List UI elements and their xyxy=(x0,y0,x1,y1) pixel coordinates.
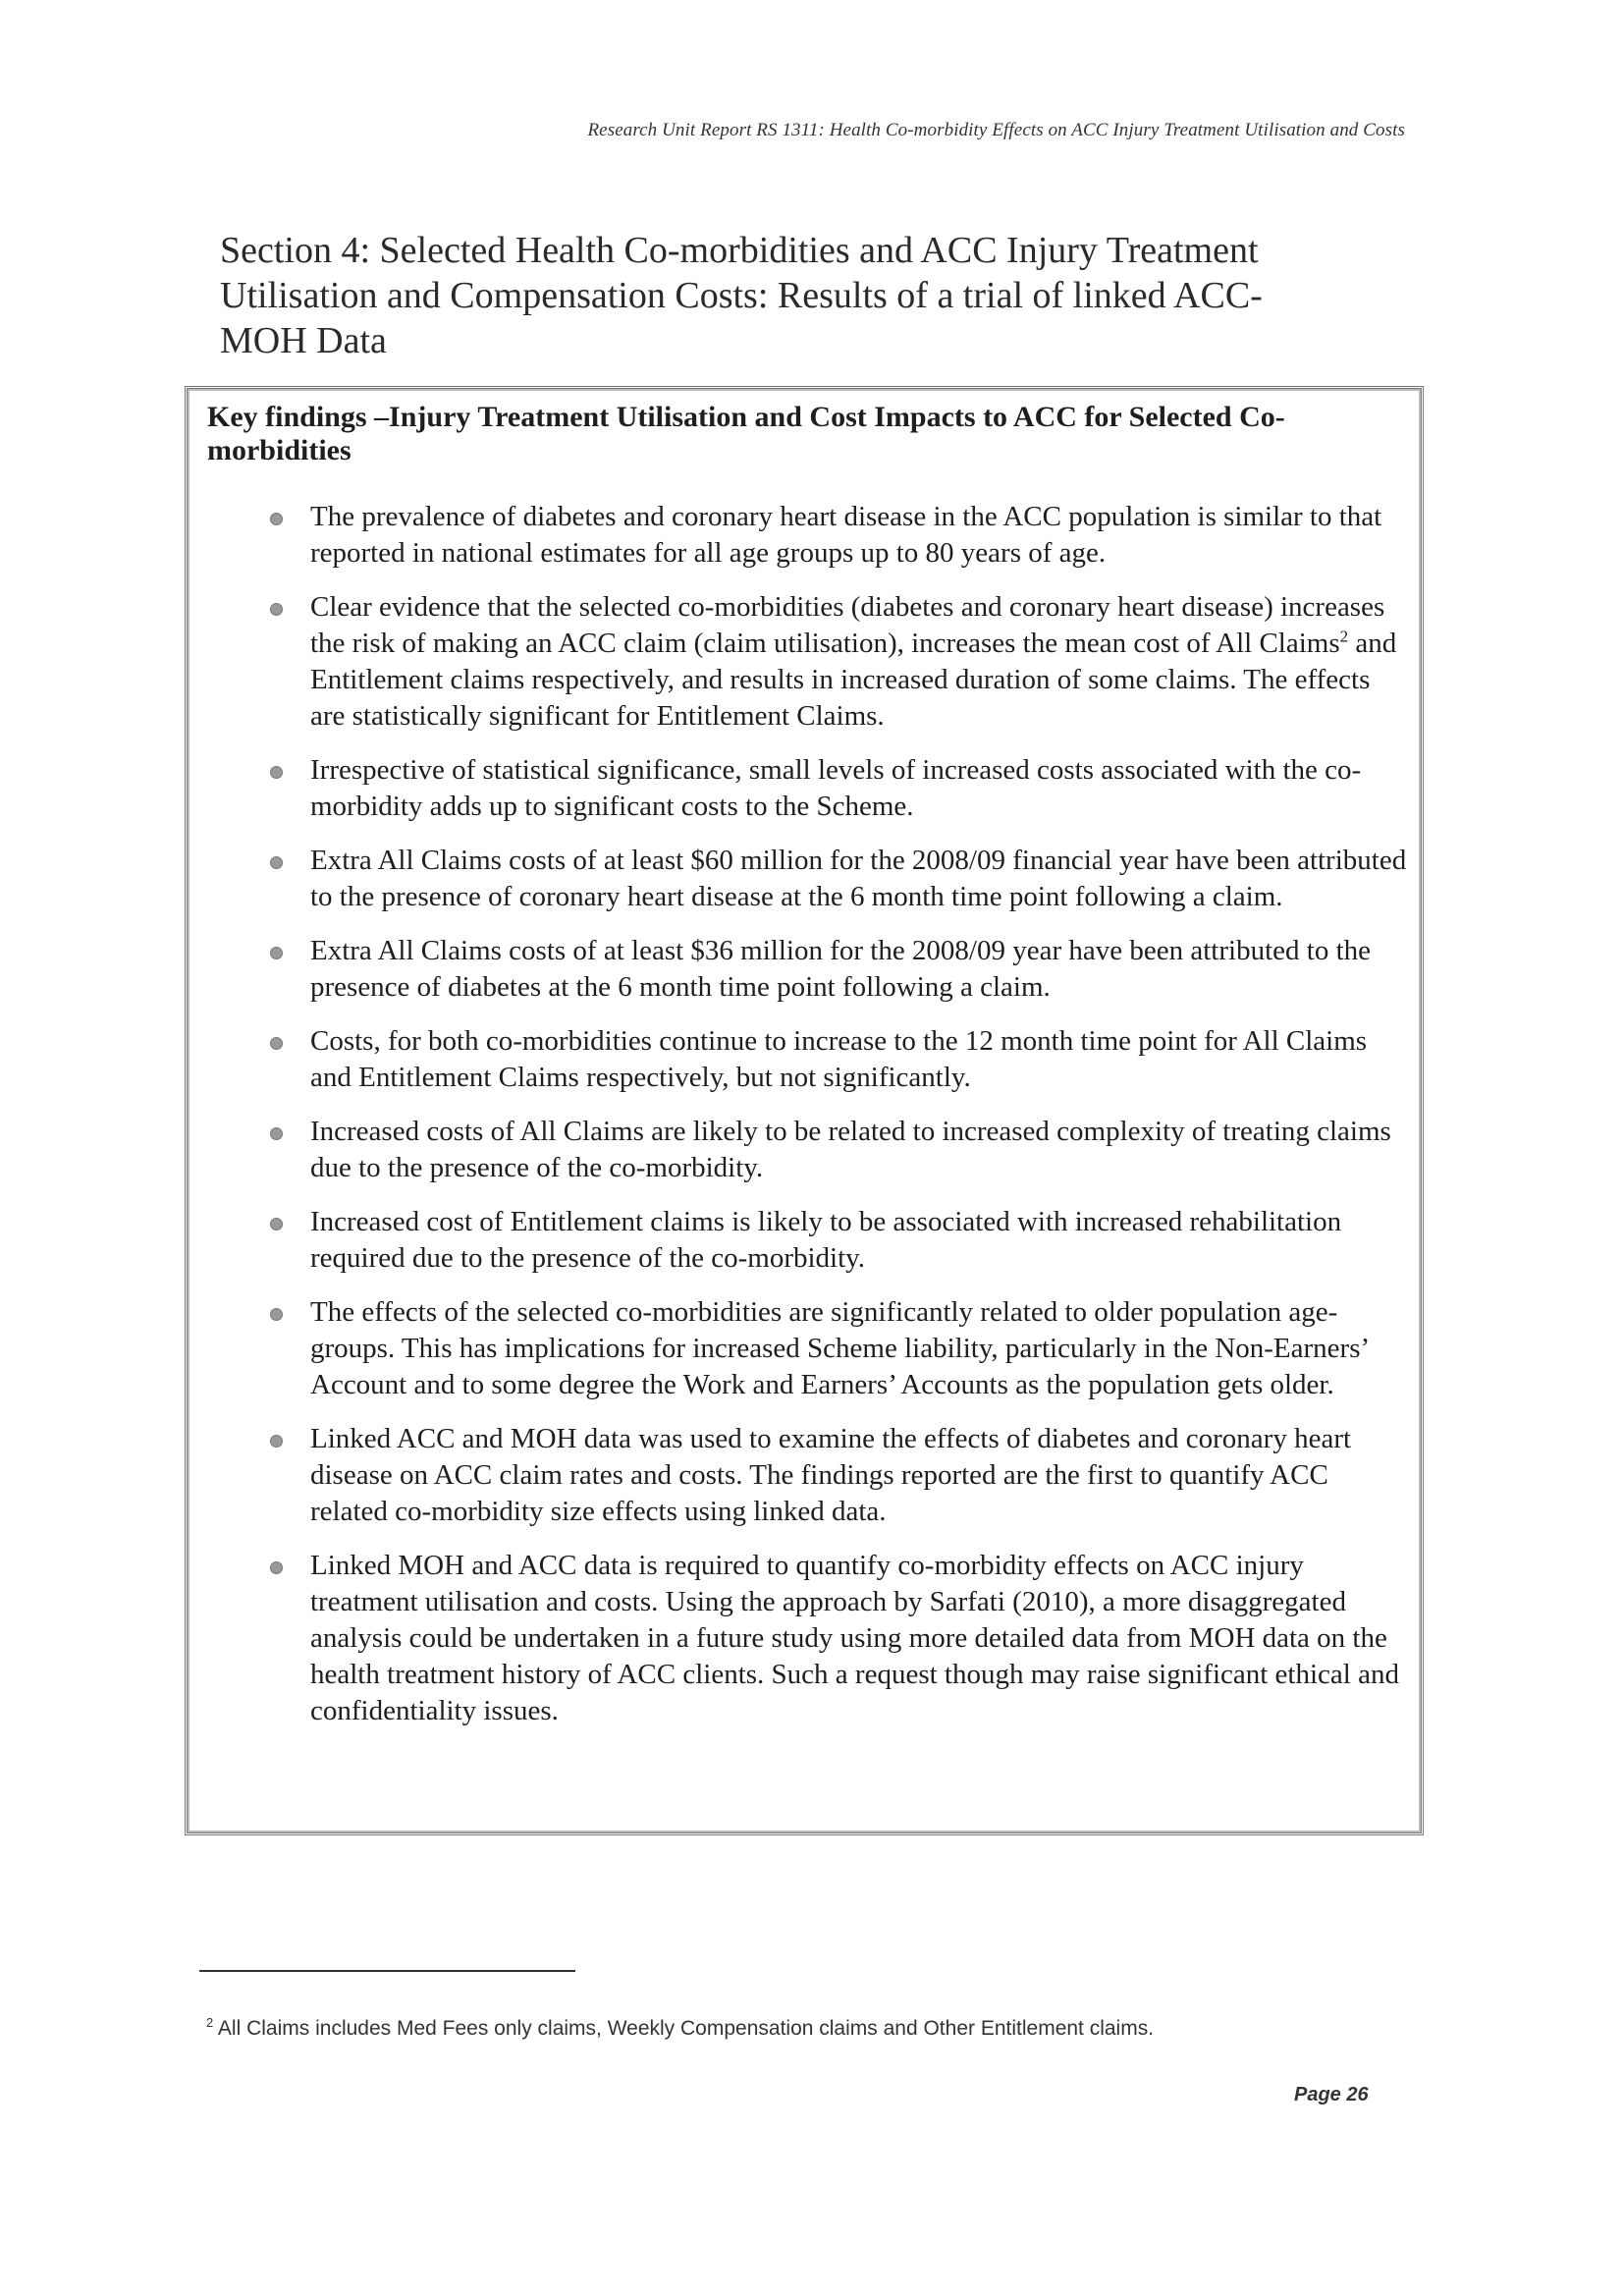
bullet-icon xyxy=(270,1127,283,1140)
bullet-icon xyxy=(270,513,283,525)
key-findings-list xyxy=(188,499,1421,1747)
footnote-ref[interactable]: 2 xyxy=(1339,627,1349,646)
item-text: Costs, for both co-morbidities continue to increase to the 12 month time point for All Claims and Entitlement Claims respectively, but not significantly. xyxy=(310,1025,1368,1093)
footnote-marker: 2 xyxy=(206,2015,214,2030)
footnote-divider xyxy=(199,1970,575,1972)
footnote-text: All Claims includes Med Fees only claims, Weekly Compensation claims and Other Entitlement claims. xyxy=(217,2017,1155,2040)
item-text: Linked ACC and MOH data was used to examine the effects of diabetes and coronary heart disease on ACC claim rates and costs. The findings reported are the first to quantify ACC related co-morbidity size effects using linked data. xyxy=(310,1423,1352,1527)
footnote xyxy=(206,2017,1154,2041)
item-text: The effects of the selected co-morbidities are significantly related to older population age-groups. This has implications for increased Scheme liability, particularly in the Non-Earners’ Account and to some degree the Work and Earners’ Accounts as the population gets older. xyxy=(310,1296,1368,1400)
bullet-icon xyxy=(270,766,283,779)
list-item xyxy=(188,499,1421,572)
bullet-icon xyxy=(270,603,283,616)
item-text: Increased cost of Entitlement claims is likely to be associated with increased rehabilitation required due to the presence of the co-morbidity. xyxy=(310,1206,1342,1274)
bullet-icon xyxy=(270,1037,283,1050)
list-item xyxy=(188,843,1421,915)
item-text: Irrespective of statistical significance, small levels of increased costs associated with the co-morbidity adds up to significant costs to the Scheme. xyxy=(310,754,1362,822)
page-number: Page 26 xyxy=(1294,2084,1369,2105)
list-item xyxy=(188,1023,1421,1096)
key-findings-box xyxy=(185,386,1424,1835)
list-item xyxy=(188,1548,1421,1729)
list-item xyxy=(188,752,1421,825)
item-text: Extra All Claims costs of at least $36 million for the 2008/09 year have been attributed to the presence of diabetes at the 6 month time point following a claim. xyxy=(310,935,1371,1003)
bullet-icon xyxy=(270,1218,283,1230)
bullet-icon xyxy=(270,1561,283,1574)
item-text: and Entitlement claims respectively, and results in increased duration of some claims. The effects are statistically significant for Entitlement Claims. xyxy=(310,628,1397,732)
bullet-icon xyxy=(270,1435,283,1448)
item-text: Clear evidence that the selected co-morbidities (diabetes and coronary heart disease) increases the risk of making an ACC claim (claim utilisation), increases the mean cost of All Claims xyxy=(310,591,1385,659)
section-title: Section 4: Selected Health Co-morbidities and ACC Injury Treatment Utilisation and Compensation Costs: Results of a trial of linked ACC-MOH Data xyxy=(220,230,1263,361)
key-findings-title: Key findings –Injury Treatment Utilisation and Cost Impacts to ACC for Selected Co-morbidities xyxy=(207,401,1285,466)
item-text: Extra All Claims costs of at least $60 million for the 2008/09 financial year have been attributed to the presence of coronary heart disease at the 6 month time point following a claim. xyxy=(310,845,1407,912)
list-item xyxy=(188,589,1421,735)
item-text: The prevalence of diabetes and coronary heart disease in the ACC population is similar to that reported in national estimates for all age groups up to 80 years of age. xyxy=(310,501,1382,569)
list-item xyxy=(188,1204,1421,1277)
running-header: Research Unit Report RS 1311: Health Co-morbidity Effects on ACC Injury Treatment Utilisation and Costs xyxy=(587,120,1405,140)
list-item xyxy=(188,1114,1421,1186)
list-item xyxy=(188,1294,1421,1403)
bullet-icon xyxy=(270,856,283,869)
bullet-icon xyxy=(270,947,283,959)
bullet-icon xyxy=(270,1308,283,1321)
list-item xyxy=(188,933,1421,1006)
item-text: Increased costs of All Claims are likely to be related to increased complexity of treating claims due to the presence of the co-morbidity. xyxy=(310,1116,1391,1183)
item-text: Linked MOH and ACC data is required to quantify co-morbidity effects on ACC injury treatment utilisation and costs. Using the approach by Sarfati (2010), a more disaggregated analysis could be undertaken in a future study using more detailed data from MOH data on the health treatment history of ACC clients. Such a request though may raise significant ethical and confidentiality issues. xyxy=(310,1550,1399,1726)
list-item xyxy=(188,1421,1421,1530)
